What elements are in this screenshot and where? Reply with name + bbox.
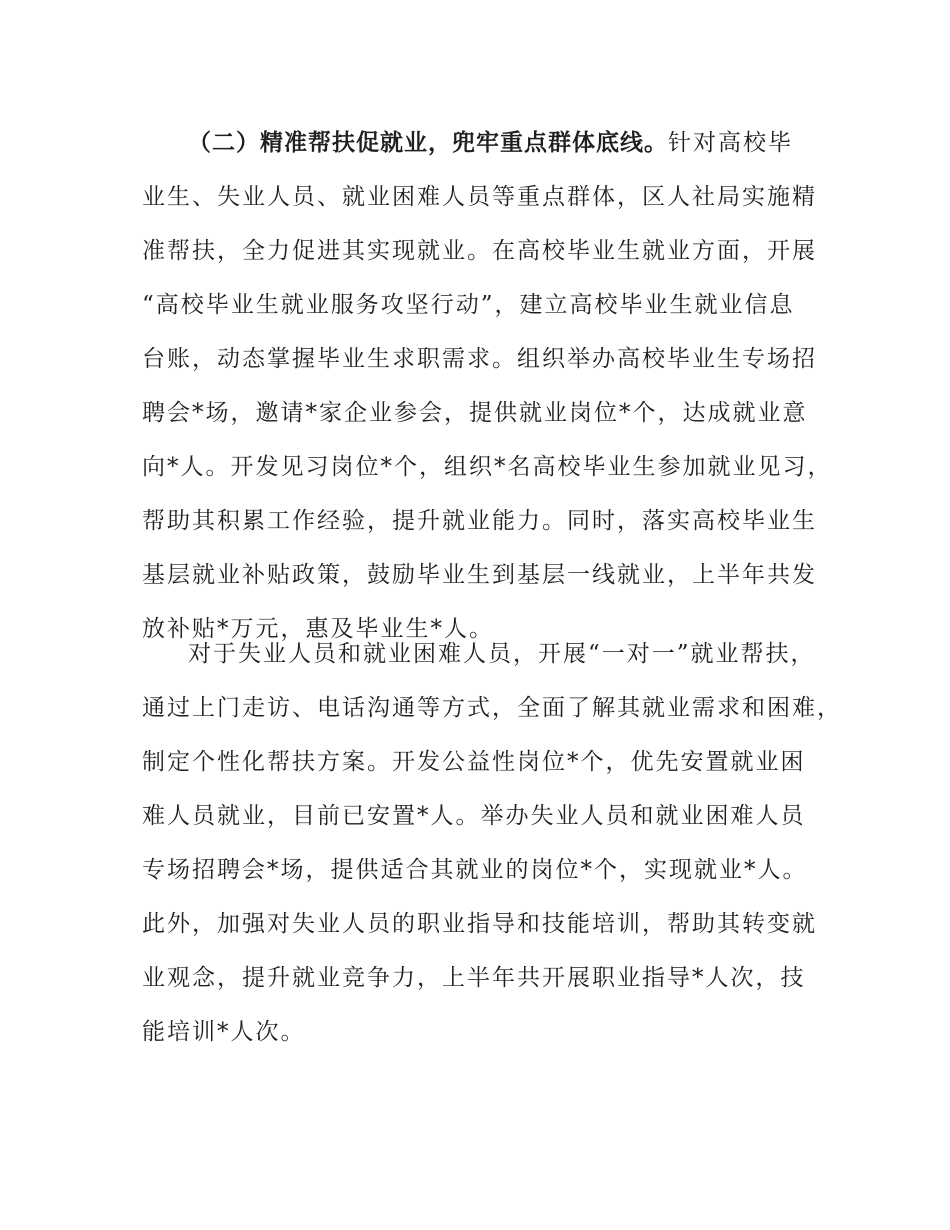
paragraph-line: 能培训*人次。	[142, 1019, 306, 1045]
paragraph-line: 台账，动态掌握毕业生求职需求。组织举办高校毕业生专场招	[142, 346, 817, 372]
paragraph-unemployed-support	[142, 627, 842, 1059]
paragraph-line: 业观念，提升就业竞争力，上半年共开展职业指导*人次，技	[142, 965, 806, 991]
paragraph-line: 聘会*场，邀请*家企业参会，提供就业岗位*个，达成就业意	[142, 400, 808, 426]
paragraph-line: 帮助其积累工作经验，提升就业能力。同时，落实高校毕业生	[142, 508, 817, 534]
paragraph-line: 基层就业补贴政策，鼓励毕业生到基层一线就业，上半年共发	[142, 562, 817, 588]
paragraph-line: 此外，加强对失业人员的职业指导和技能培训，帮助其转变就	[142, 911, 817, 937]
paragraph-line: 制定个性化帮扶方案。开发公益性岗位*个，优先安置就业困	[142, 749, 806, 775]
paragraph-line: 难人员就业，目前已安置*人。举办失业人员和就业困难人员	[142, 803, 806, 829]
paragraph-line: 放补贴*万元，惠及毕业生*人。	[142, 616, 494, 642]
paragraph-line: 专场招聘会*场，提供适合其就业的岗位*个，实现就业*人。	[142, 857, 808, 883]
paragraph-line: 向*人。开发见习岗位*个，组织*名高校毕业生参加就业见习，	[142, 454, 833, 480]
paragraph-targeted-employment-support	[142, 116, 842, 656]
paragraph-line	[142, 116, 842, 170]
paragraph-line: 准帮扶，全力促进其实现就业。在高校毕业生就业方面，开展	[142, 238, 817, 264]
paragraph-line: “高校毕业生就业服务攻坚行动”，建立高校毕业生就业信息	[142, 292, 795, 318]
section-heading: （二）精准帮扶促就业，兜牢重点群体底线。	[188, 130, 668, 156]
paragraph-line: 通过上门走访、电话沟通等方式，全面了解其就业需求和困难，	[142, 695, 842, 721]
paragraph-line: 对于失业人员和就业困难人员，开展“一对一”就业帮扶，	[188, 641, 816, 667]
paragraph-text: 针对高校毕	[668, 130, 793, 156]
paragraph-line: 业生、失业人员、就业困难人员等重点群体，区人社局实施精	[142, 184, 817, 210]
